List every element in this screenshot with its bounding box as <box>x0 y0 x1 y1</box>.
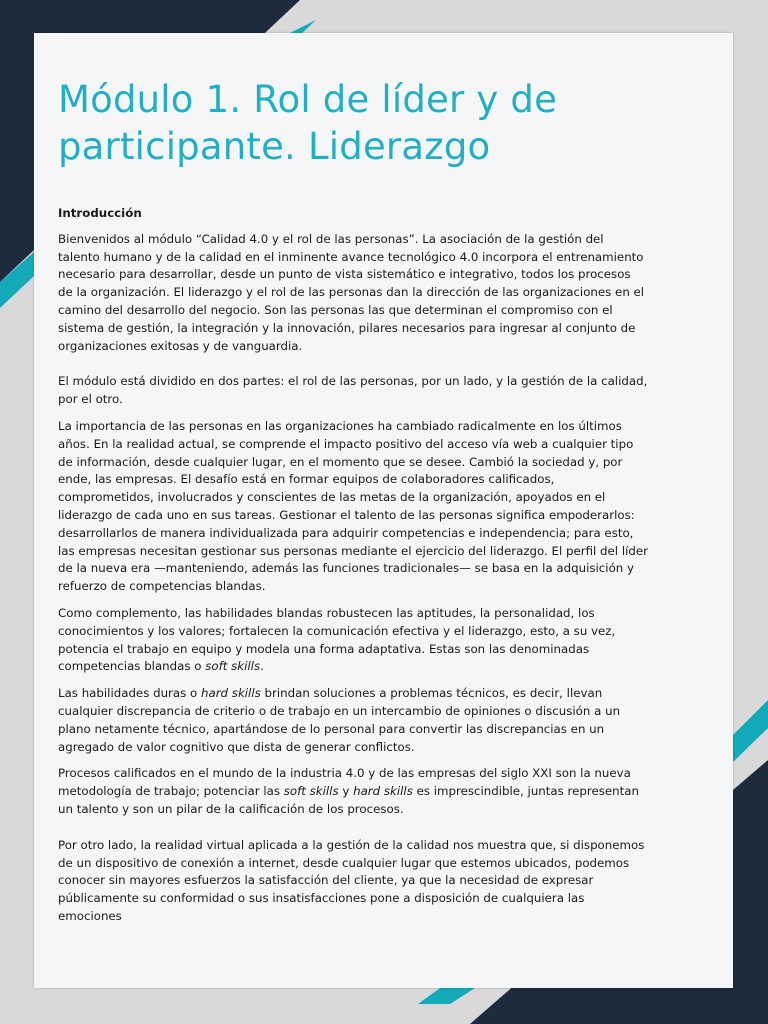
section-heading-introduccion: Introducción <box>58 206 142 220</box>
bottom-teal-stripe <box>418 988 475 1004</box>
paragraph-5-rest: brindan soluciones a problemas técnicos, es decir, llevan cualquier discrepancia de criterio o de trabajo en un intercambio de opiniones o discusión a un plano netamente técnico, apartándose de lo personal para convertir las discrepancias en un agregado de valor cognitivo que dista de generar conflictos. <box>58 686 621 754</box>
paragraph-5-text: Las habilidades duras o <box>58 686 198 701</box>
paragraph-5 <box>58 685 648 756</box>
paragraph-6-italic-2: hard skills <box>353 784 413 799</box>
paragraph-5-italic: hard skills <box>201 686 261 701</box>
paragraph-7: Por otro lado, la realidad virtual aplicada a la gestión de la calidad nos muestra que, si disponemos de un dispositivo de conexión a internet, desde cualquier lugar que estemos ubicados, podemos conocer sin mayores esfuerzos la satisfacción del cliente, ya que la necesidad de expresar públicamente su conformidad o sus insatisfacciones pone a disposición de cualquiera las emociones <box>58 837 645 923</box>
paragraph-6-italic-1: soft skills <box>283 784 339 799</box>
paragraph-2: El módulo está dividido en dos partes: el rol de las personas, por un lado, y la gestión de la calidad, por el otro. <box>58 374 648 407</box>
paragraph-6-rest: es imprescindible, juntas representan un talento y son un pilar de la calificación de los procesos. <box>58 784 639 816</box>
paragraph-6-mid: y <box>338 784 354 799</box>
paragraph-4-end: . <box>260 659 264 674</box>
paragraph-4-text: Como complemento, las habilidades blandas robustecen las aptitudes, la personalidad, los conocimientos y los valores; fortalecen la comunicación efectiva y el liderazgo, esto, a su vez, potencia el trabajo en equipo y modela una forma adaptativa. Estas son las denominadas competencias blandas o <box>58 605 616 674</box>
paragraph-1: Bienvenidos al módulo “Calidad 4.0 y el rol de las personas”. La asociación de la gestión del talento humano y de la calidad en el inminente avance tecnológico 4.0 incorpora el entrenamiento necesario para desarrollar, desde un punto de vista sistemático e integrativo, todos los procesos de la organización. El liderazgo y el rol de las personas dan la dirección de las organizaciones en el camino del desarrollo del negocio. Son las personas las que determinan el compromiso con el sistema de gestión, la integración y la innovación, pilares necesarios para ingresar al conjunto de organizaciones exitosas y de vanguardia. <box>58 231 645 353</box>
page-title: Módulo 1. Rol de líder y de participante. Liderazgo <box>58 78 558 168</box>
paragraph-3: La importancia de las personas en las organizaciones ha cambiado radicalmente en los últimos años. En la realidad actual, se comprende el impacto positivo del acceso vía web a cualquier tipo de información, desde cualquier lugar, en el momento que se desee. Cambió la sociedad y, por ende, las empresas. El desafío está en formar equipos de colaboradores calificados, comprometidos, involucrados y conscientes de las metas de la organización, apoyados en el liderazgo de cada uno en sus tareas. Gestionar el talento de las personas significa empoderarlos: desarrollarlos de manera individualizada para adquirir competencias e independencia; para esto, las empresas necesitan gestionar sus personas mediante el ejercicio del liderazgo. El perfil del líder de la nueva era —manteniendo, además las funciones tradicionales— se basa en la adquisición y refuerzo de competencias blandas. <box>58 418 648 594</box>
paragraph-4 <box>58 605 648 676</box>
paragraph-4-italic: soft skills <box>205 659 261 674</box>
bottom-right-teal-stripe <box>733 700 768 762</box>
document-body <box>58 205 648 935</box>
paragraph-6-text: Procesos calificados en el mundo de la industria 4.0 y de las empresas del siglo XXI son la nueva metodología de trabajo; potenciar las <box>58 766 631 799</box>
paragraph-6 <box>58 765 648 818</box>
